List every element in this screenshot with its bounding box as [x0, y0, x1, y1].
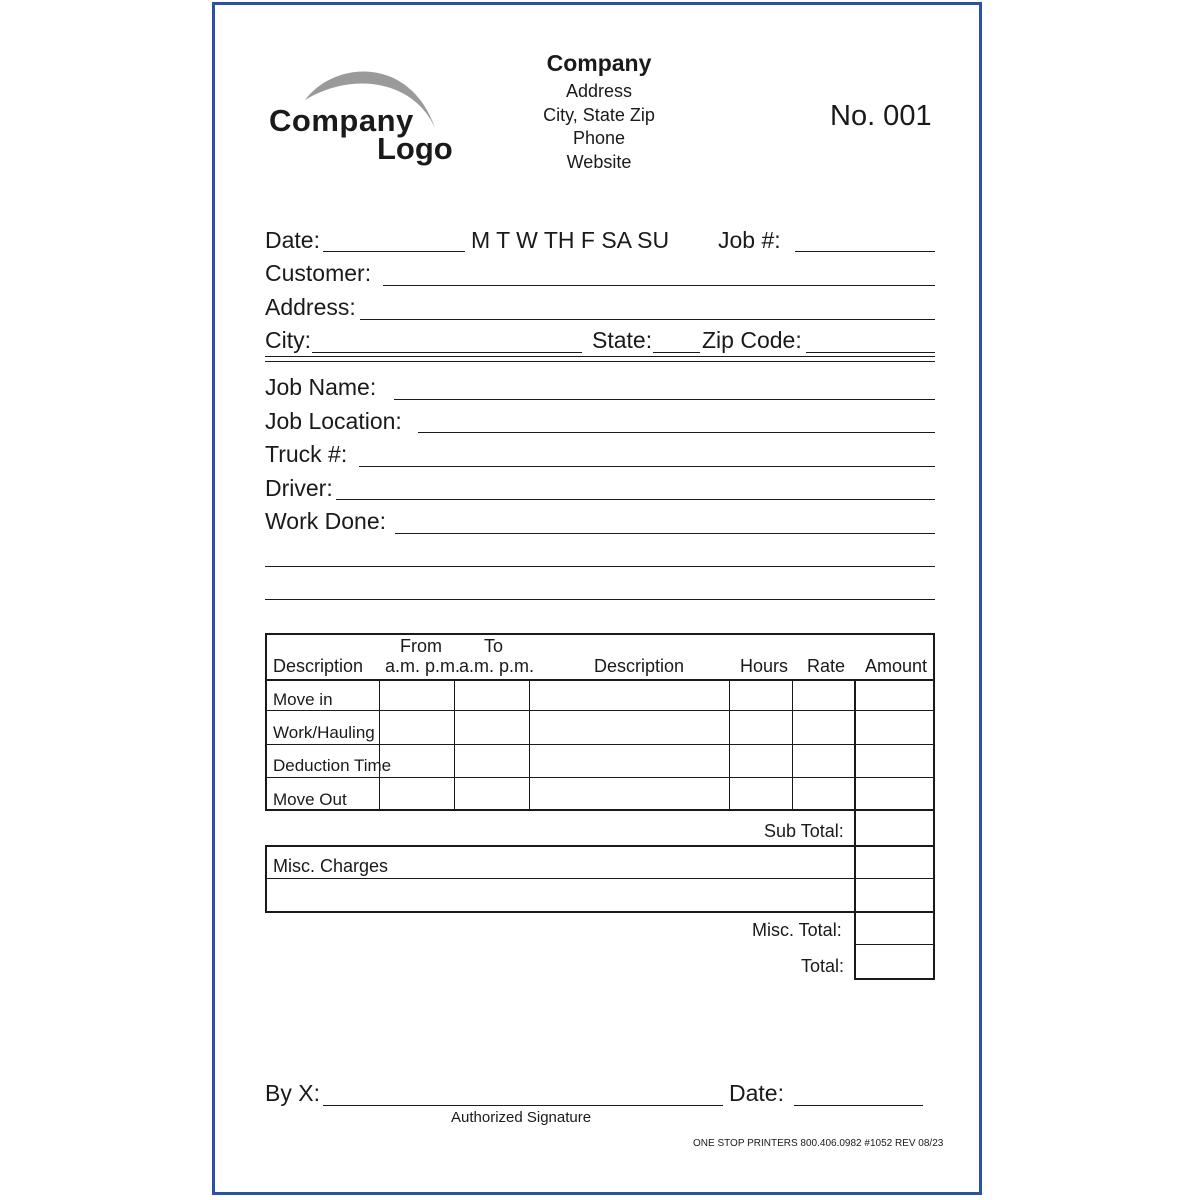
- printer-info: ONE STOP PRINTERS 800.406.0982 #1052 REV 08/23: [693, 1138, 944, 1149]
- table-col-divider-6: [854, 679, 856, 811]
- section-divider-2: [265, 361, 935, 362]
- signature-date-label: Date:: [729, 1080, 784, 1106]
- misc-charges-col-divider: [854, 845, 856, 913]
- row-label-move-out: Move Out: [273, 790, 347, 809]
- col-header-to: To: [484, 636, 504, 656]
- city-field[interactable]: [312, 352, 582, 353]
- misc-total-label: Misc. Total:: [752, 920, 842, 940]
- job-number-field[interactable]: [795, 251, 935, 252]
- driver-label: Driver:: [265, 475, 333, 501]
- work-done-field[interactable]: [395, 533, 935, 534]
- row-label-move-in: Move in: [273, 690, 333, 709]
- date-label: Date:: [265, 227, 320, 253]
- job-number-label: Job #:: [718, 227, 781, 253]
- company-address: Address: [565, 81, 633, 101]
- zip-label: Zip Code:: [702, 327, 802, 353]
- row-label-deduction-time: Deduction Time: [273, 756, 392, 775]
- logo-text-logo: Logo: [377, 131, 453, 166]
- signature-by-label: By X:: [265, 1080, 320, 1106]
- address-field[interactable]: [360, 319, 935, 320]
- weekday-options[interactable]: M T W TH F SA SU: [471, 227, 670, 253]
- col-header-description: Description: [273, 656, 364, 676]
- job-location-field[interactable]: [418, 432, 935, 433]
- total-field[interactable]: [856, 946, 933, 978]
- col-header-amount: Amount: [865, 656, 928, 676]
- table-col-divider-4: [729, 679, 730, 811]
- company-logo: [265, 62, 455, 166]
- customer-field[interactable]: [383, 285, 935, 286]
- truck-field[interactable]: [359, 466, 935, 467]
- table-col-divider-2: [454, 679, 455, 811]
- total-label: Total:: [801, 956, 845, 976]
- col-header-hours: Hours: [740, 656, 789, 676]
- table-row-divider-2: [265, 744, 935, 745]
- sub-total-label: Sub Total:: [764, 821, 844, 841]
- col-header-from: From: [400, 636, 442, 656]
- misc-total-field[interactable]: [856, 913, 933, 943]
- sub-total-box[interactable]: [854, 809, 935, 847]
- job-location-label: Job Location:: [265, 408, 402, 434]
- customer-label: Customer:: [265, 260, 372, 286]
- misc-charges-label: Misc. Charges: [273, 856, 389, 876]
- company-website: Website: [566, 151, 632, 172]
- driver-field[interactable]: [336, 499, 935, 500]
- work-done-line-2[interactable]: [265, 566, 935, 567]
- col-header-rate: Rate: [807, 656, 846, 676]
- col-header-to-ampm: a.m. p.m.: [459, 656, 535, 676]
- zip-field[interactable]: [806, 352, 935, 353]
- table-header-divider: [265, 679, 935, 681]
- job-name-label: Job Name:: [265, 374, 377, 400]
- section-divider-1: [265, 356, 935, 357]
- company-phone: Phone: [572, 128, 626, 148]
- date-field[interactable]: [323, 251, 465, 252]
- city-label: City:: [265, 327, 311, 353]
- company-city-state-zip: City, State Zip: [543, 104, 655, 125]
- job-name-field[interactable]: [394, 399, 935, 400]
- signature-caption: Authorized Signature: [451, 1109, 592, 1126]
- address-label: Address:: [265, 294, 356, 320]
- work-done-line-3[interactable]: [265, 599, 935, 600]
- row-label-work-hauling: Work/Hauling: [273, 723, 375, 742]
- work-done-label: Work Done:: [265, 508, 387, 534]
- form-number: No. 001: [830, 100, 932, 132]
- table-col-divider-5: [792, 679, 793, 811]
- state-field[interactable]: [653, 352, 700, 353]
- totals-divider: [854, 944, 935, 945]
- company-info: [500, 50, 698, 174]
- logo-text-company: Company: [269, 103, 414, 138]
- signature-field[interactable]: [323, 1105, 723, 1106]
- table-row-divider-3: [265, 777, 935, 778]
- company-name: Company: [546, 50, 652, 76]
- table-row-divider-1: [265, 710, 935, 711]
- state-label: State:: [592, 327, 653, 353]
- signature-date-field[interactable]: [794, 1105, 923, 1106]
- table-col-divider-1: [379, 679, 380, 811]
- col-header-description-2: Description: [594, 656, 685, 676]
- table-col-divider-3: [529, 679, 530, 811]
- truck-label: Truck #:: [265, 441, 348, 467]
- col-header-from-ampm: a.m. p.m.: [385, 656, 461, 676]
- misc-charges-divider: [265, 878, 935, 879]
